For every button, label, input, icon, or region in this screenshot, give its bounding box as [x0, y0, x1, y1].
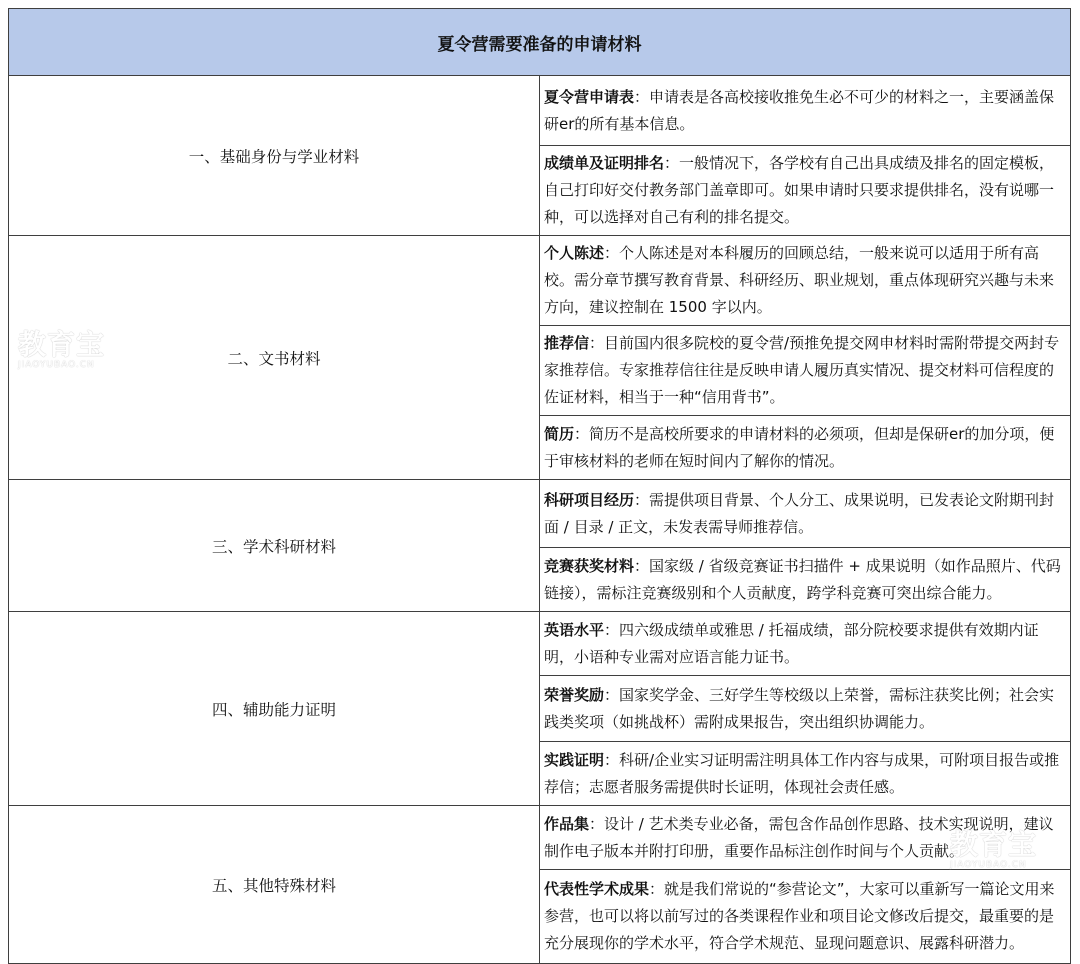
material-description: ：个人陈述是对本科履历的回顾总结，一般来说可以适用于所有高校。需分章节撰写教育背景、科研经历、职业规划，重点体现研究兴趣与未来方向，建议控制在 1500 字以内。	[544, 244, 1055, 316]
material-cell	[540, 676, 1071, 742]
material-term: 作品集	[544, 814, 590, 833]
material-description: ：目前国内很多院校的夏令营/预推免提交网申材料时需附带提交两封专家推荐信。专家推荐信往往是反映申请人履历真实情况、提交材料可信程度的佐证材料，相当于一种“信用背书”。	[544, 334, 1060, 406]
material-term: 荣誉奖励	[544, 685, 605, 704]
table-row	[9, 480, 1071, 548]
material-cell	[540, 548, 1071, 612]
material-description: ：一般情况下，各学校有自己出具成绩及排名的固定模板，自己打印好交付教务部门盖章即可。如果申请时只要求提供排名，没有说哪一种，可以选择对自己有利的排名提交。	[544, 154, 1055, 226]
table-row	[9, 236, 1071, 326]
table-row	[9, 612, 1071, 676]
material-term: 成绩单及证明排名	[544, 154, 665, 172]
material-term: 夏令营申请表	[544, 87, 635, 106]
material-cell	[540, 870, 1071, 964]
material-term: 推荐信	[544, 334, 590, 352]
material-cell	[540, 480, 1071, 548]
material-term: 科研项目经历	[544, 490, 635, 509]
watermark-brand: 教育宝	[18, 328, 106, 361]
materials-table	[8, 8, 1071, 964]
watermark-domain: JIAOYUBAO.CN	[18, 360, 95, 370]
material-cell	[540, 76, 1071, 146]
material-description: ：四六级成绩单或雅思 / 托福成绩，部分院校要求提供有效期内证明，小语种专业需对应语言能力证书。	[544, 620, 1039, 666]
material-cell	[540, 326, 1071, 416]
material-description: ：国家奖学金、三好学生等校级以上荣誉，需标注获奖比例；社会实践类奖项（如挑战杯）需附成果报告，突出组织协调能力。	[544, 685, 1055, 731]
material-description: ：国家级 / 省级竞赛证书扫描件 + 成果说明（如作品照片、代码链接），需标注竞赛级别和个人贡献度，跨学科竞赛可突出综合能力。	[544, 556, 1061, 602]
material-term: 简历	[544, 424, 575, 443]
material-cell	[540, 742, 1071, 806]
category-cell: 一、基础身份与学业材料	[9, 76, 540, 236]
table-row	[9, 76, 1071, 146]
table-row	[9, 806, 1071, 870]
watermark-domain: JIAOYUBAO.CN	[950, 860, 1027, 870]
material-description: ：简历不是高校所要求的申请材料的必须项，但却是保研er的加分项，便于审核材料的老师在短时间内了解你的情况。	[544, 424, 1055, 470]
material-description: ：需提供项目背景、个人分工、成果说明，已发表论文附期刊封面 / 目录 / 正文，未发表需导师推荐信。	[544, 490, 1055, 536]
material-cell	[540, 612, 1071, 676]
material-description: ：就是我们常说的“参营论文”，大家可以重新写一篇论文用来参营，也可以将以前写过的各类课程作业和项目论文修改后提交，最重要的是充分展现你的学术水平，符合学术规范、显现问题意识、展露科研潜力。	[544, 880, 1055, 952]
category-cell: 三、学术科研材料	[9, 480, 540, 612]
material-cell	[540, 146, 1071, 236]
material-term: 代表性学术成果	[544, 880, 650, 898]
material-description: ：科研/企业实习证明需注明具体工作内容与成果，可附项目报告或推荐信；志愿者服务需提供时长证明，体现社会责任感。	[544, 750, 1060, 796]
material-term: 英语水平	[544, 620, 605, 639]
category-cell: 二、文书材料	[9, 236, 540, 480]
category-cell: 五、其他特殊材料	[9, 806, 540, 964]
material-term: 个人陈述	[544, 244, 605, 262]
material-description: ：申请表是各高校接收推免生必不可少的材料之一，主要涵盖保研er的所有基本信息。	[544, 87, 1055, 133]
material-cell	[540, 806, 1071, 870]
material-term: 竞赛获奖材料	[544, 556, 635, 575]
watermark-brand: 教育宝	[950, 828, 1038, 861]
material-cell	[540, 236, 1071, 326]
table-title: 夏令营需要准备的申请材料	[9, 9, 1071, 76]
material-term: 实践证明	[544, 750, 605, 769]
category-cell: 四、辅助能力证明	[9, 612, 540, 806]
table-body	[9, 76, 1071, 964]
material-cell	[540, 416, 1071, 480]
material-description: ：设计 / 艺术类专业必备，需包含作品创作思路、技术实现说明，建议制作电子版本并附打印册，重要作品标注创作时间与个人贡献。	[544, 814, 1054, 860]
